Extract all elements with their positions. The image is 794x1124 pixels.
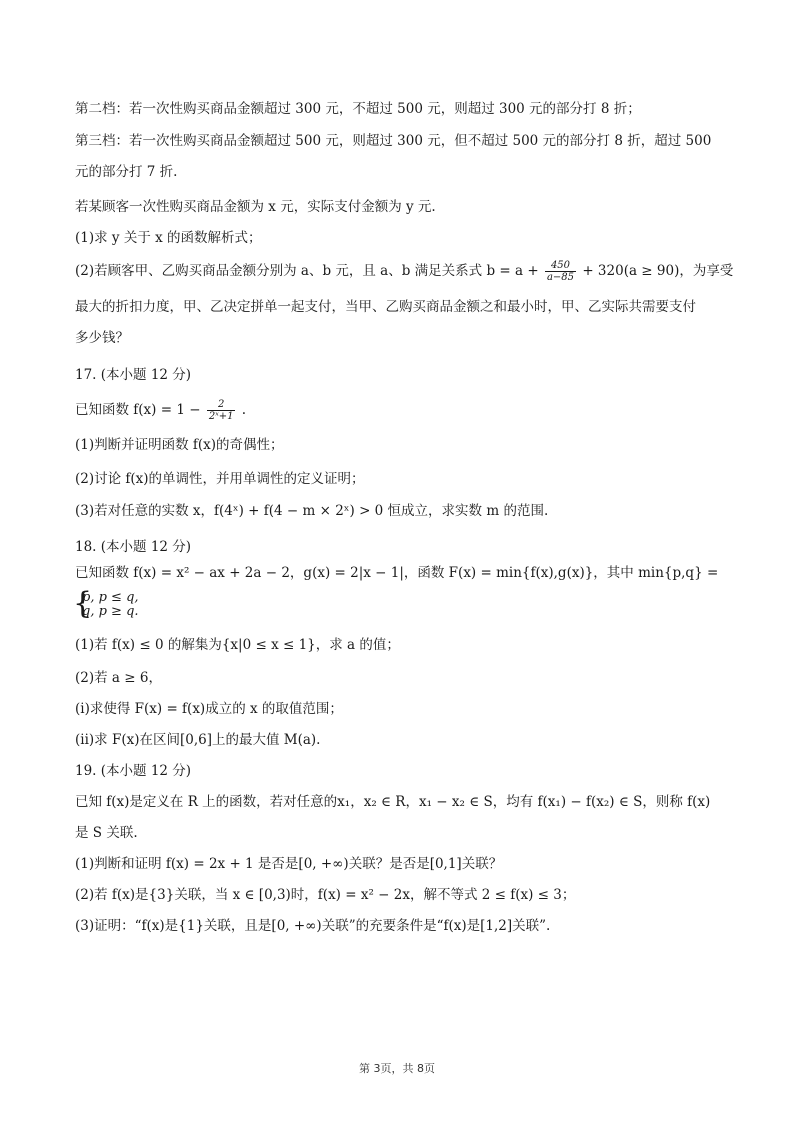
- text-line: 元的部分打 7 折.: [75, 164, 178, 180]
- text-line: 已知 f(x)是定义在 R 上的函数，若对任意的x₁，x₂ ∈ R，x₁ − x₂ ∈ S，均有 f(x₁) − f(x₂) ∈ S，则称 f(x): [75, 794, 711, 810]
- text-line: (3)若对任意的实数 x，f(4ˣ) + f(4 − m × 2ˣ) > 0 恒成立，求实数 m 的范围.: [75, 503, 549, 519]
- text-line: 第二档：若一次性购买商品金额超过 300 元，不超过 500 元，则超过 300 元的部分打 8 折；: [75, 101, 641, 117]
- fraction-numerator: 2: [207, 399, 236, 411]
- text-line: 已知函数 f(x) = x² − ax + 2a − 2，g(x) = 2|x − 1|，函数 F(x) = min{f(x),g(x)}，其中 min{p,q} =: [75, 565, 719, 581]
- text-line-with-fraction: [75, 399, 735, 422]
- text-line: (2)若 a ≥ 6，: [75, 670, 162, 686]
- fraction: [207, 399, 236, 422]
- question-header: 17. (本小题 12 分): [75, 367, 192, 383]
- piecewise-row: q, p ≥ q.: [82, 604, 139, 619]
- text-line-with-fraction: [75, 260, 735, 283]
- page-footer: 第 3页，共 8页: [359, 1062, 435, 1075]
- piecewise-brace: {: [73, 586, 93, 621]
- text-line: 若某顾客一次性购买商品金额为 x 元，实际支付金额为 y 元.: [75, 199, 436, 215]
- text-line: 多少钱？: [75, 330, 129, 346]
- text-line: (3)证明：“f(x)是{1}关联，且是[0, +∞)关联”的充要条件是“f(x)是[1,2]关联”.: [75, 918, 551, 934]
- text-line: (i)求使得 F(x) = f(x)成立的 x 的取值范围；: [75, 701, 343, 717]
- text-segment: + 320(a ≥ 90)，为享受: [582, 263, 734, 279]
- fraction-numerator: 450: [545, 260, 576, 272]
- text-line: (1)求 y 关于 x 的函数解析式；: [75, 230, 262, 246]
- fraction-denominator: a−85: [546, 272, 575, 283]
- text-line: (2)讨论 f(x)的单调性，并用单调性的定义证明；: [75, 471, 365, 487]
- text-line: (ii)求 F(x)在区间[0,6]上的最大值 M(a).: [75, 732, 321, 748]
- text-segment: (2)若顾客甲、乙购买商品金额分别为 a、b 元，且 a、b 满足关系式 b = a +: [75, 263, 539, 279]
- fraction: [545, 260, 576, 283]
- text-line: (1)若 f(x) ≤ 0 的解集为{x|0 ≤ x ≤ 1}，求 a 的值；: [75, 637, 400, 653]
- text-line: (1)判断和证明 f(x) = 2x + 1 是否是[0, +∞)关联？是否是[0,1]关联？: [75, 856, 503, 872]
- text-line: 最大的折扣力度，甲、乙决定拼单一起支付，当甲、乙购买商品金额之和最小时，甲、乙实际共需要支付: [75, 299, 696, 315]
- piecewise-row: p, p ≤ q,: [82, 590, 139, 605]
- text-line: 是 S 关联.: [75, 825, 138, 841]
- question-header: 18. (本小题 12 分): [75, 539, 192, 555]
- text-segment: 已知函数 f(x) = 1 −: [75, 402, 201, 418]
- text-line: (2)若 f(x)是{3}关联，当 x ∈ [0,3)时，f(x) = x² − 2x，解不等式 2 ≤ f(x) ≤ 3；: [75, 887, 576, 903]
- text-line: 第三档：若一次性购买商品金额超过 500 元，则超过 300 元，但不超过 500 元的部分打 8 折，超过 500: [75, 133, 712, 149]
- text-segment: .: [241, 402, 247, 418]
- question-header: 19. (本小题 12 分): [75, 763, 192, 779]
- fraction-denominator: 2ˣ+1: [208, 411, 234, 422]
- text-line: (1)判断并证明函数 f(x)的奇偶性；: [75, 437, 284, 453]
